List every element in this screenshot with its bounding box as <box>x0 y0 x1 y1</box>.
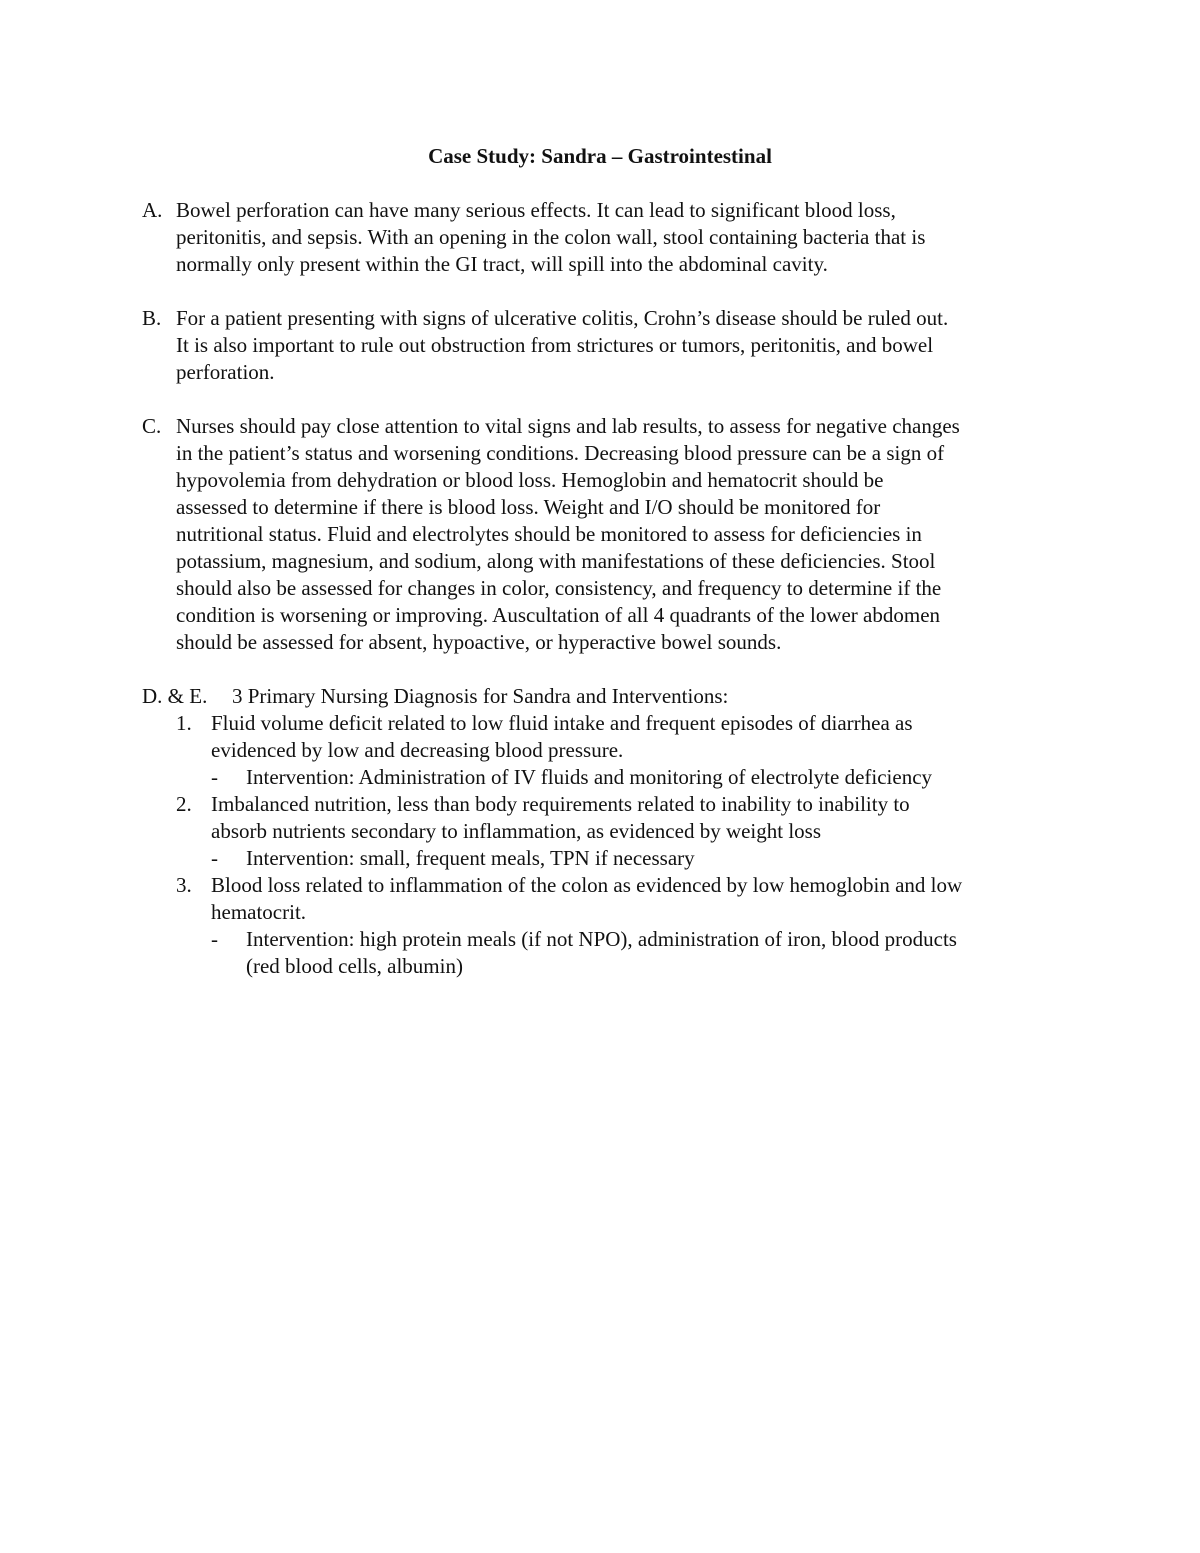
diagnosis-line: hematocrit. <box>211 900 307 924</box>
section-a-line: Bowel perforation can have many serious effects. It can lead to significant blood loss, <box>176 198 896 222</box>
section-b-label: B. <box>142 306 162 330</box>
diagnosis-line: Imbalanced nutrition, less than body requirements related to inability to inability to <box>211 792 910 816</box>
section-a-line: peritonitis, and sepsis. With an opening in the colon wall, stool containing bacteria that is <box>176 225 926 249</box>
section-c-label: C. <box>142 414 162 438</box>
section-c-line: condition is worsening or improving. Auscultation of all 4 quadrants of the lower abdomen <box>176 603 941 627</box>
intervention-line: (red blood cells, albumin) <box>246 954 463 978</box>
section-c-line: hypovolemia from dehydration or blood loss. Hemoglobin and hematocrit should be <box>176 468 884 492</box>
section-de-heading <box>142 683 1072 710</box>
section-c-line: in the patient’s status and worsening conditions. Decreasing blood pressure can be a sign of <box>176 441 945 465</box>
section-a-line: normally only present within the GI tract, will spill into the abdominal cavity. <box>176 252 828 276</box>
section-de-label: D. & E. <box>142 684 208 708</box>
diagnosis-line: Blood loss related to inflammation of the colon as evidenced by low hemoglobin and low <box>211 873 963 897</box>
section-c-line: nutritional status. Fluid and electrolytes should be monitored to assess for deficiencies in <box>176 522 922 546</box>
intervention-body <box>246 764 1072 791</box>
diagnosis-line: Fluid volume deficit related to low fluid intake and frequent episodes of diarrhea as <box>211 711 913 735</box>
section-c-line: should be assessed for absent, hypoactive, or hyperactive bowel sounds. <box>176 630 782 654</box>
section-c-line: should also be assessed for changes in color, consistency, and frequency to determine if the <box>176 576 942 600</box>
diagnosis-number: 1. <box>176 711 192 735</box>
section-b <box>142 305 1072 386</box>
diagnosis-line: absorb nutrients secondary to inflammation, as evidenced by weight loss <box>211 819 822 843</box>
section-a-body <box>176 197 1072 278</box>
section-de <box>142 683 1072 980</box>
intervention-line: Intervention: small, frequent meals, TPN if necessary <box>246 846 695 870</box>
intervention-line: Intervention: Administration of IV fluids and monitoring of electrolyte deficiency <box>246 765 933 789</box>
section-a <box>142 197 1072 278</box>
intervention-dash: - <box>211 765 218 789</box>
intervention-dash: - <box>211 846 218 870</box>
section-c-line: potassium, magnesium, and sodium, along with manifestations of these deficiencies. Stool <box>176 549 936 573</box>
section-de-heading-text: 3 Primary Nursing Diagnosis for Sandra and Interventions: <box>232 684 729 708</box>
intervention-item <box>211 845 1072 872</box>
diagnosis-body <box>211 872 1072 926</box>
diagnosis-number: 3. <box>176 873 192 897</box>
intervention-line: Intervention: high protein meals (if not NPO), administration of iron, blood products <box>246 927 957 951</box>
diagnosis-item <box>176 791 1072 872</box>
diagnosis-line: evidenced by low and decreasing blood pressure. <box>211 738 624 762</box>
section-b-line: It is also important to rule out obstruction from strictures or tumors, peritonitis, and bowel <box>176 333 934 357</box>
section-c-body <box>176 413 1072 656</box>
section-b-line: For a patient presenting with signs of ulcerative colitis, Crohn’s disease should be ruled out. <box>176 306 949 330</box>
diagnosis-item <box>176 710 1072 791</box>
section-c-line: assessed to determine if there is blood loss. Weight and I/O should be monitored for <box>176 495 881 519</box>
section-b-line: perforation. <box>176 360 275 384</box>
intervention-body <box>246 926 1072 980</box>
document-title: Case Study: Sandra – Gastrointestinal <box>428 144 772 168</box>
section-c <box>142 413 1072 656</box>
diagnosis-body <box>211 710 1072 764</box>
intervention-dash: - <box>211 927 218 951</box>
diagnosis-number: 2. <box>176 792 192 816</box>
diagnosis-item <box>176 872 1072 980</box>
section-a-label: A. <box>142 198 163 222</box>
intervention-body <box>246 845 1072 872</box>
section-c-line: Nurses should pay close attention to vital signs and lab results, to assess for negative changes <box>176 414 960 438</box>
intervention-item <box>211 764 1072 791</box>
section-b-body <box>176 305 1072 386</box>
diagnosis-body <box>211 791 1072 845</box>
intervention-item <box>211 926 1072 980</box>
